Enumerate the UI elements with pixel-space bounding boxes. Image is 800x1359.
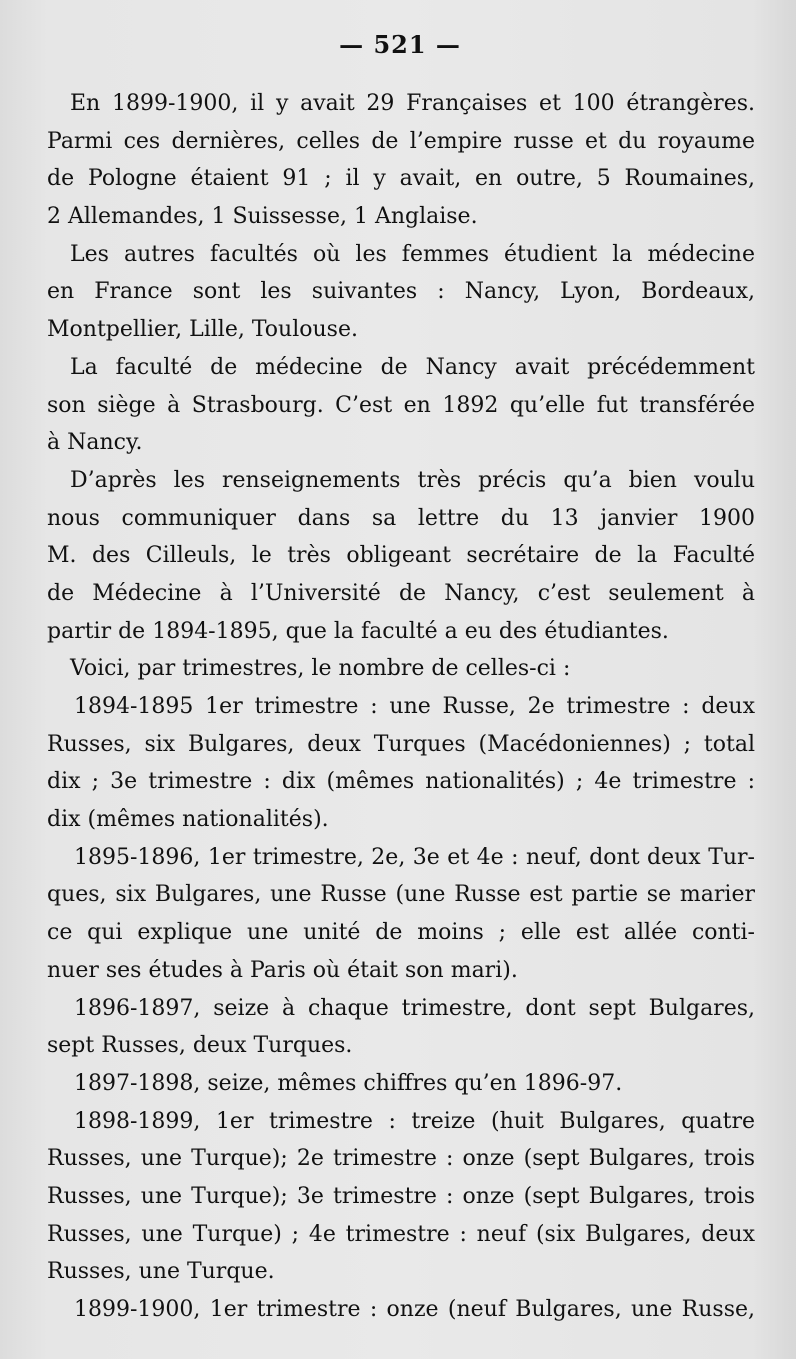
text-line: Russes, une Turque. — [47, 1259, 275, 1285]
text-line: partir de 1894-1895, que la faculté a eu des étudiantes. — [47, 618, 669, 644]
text-line: M. des Cilleuls, le très obligeant secrétaire de la Faculté — [47, 543, 755, 569]
text-line: son siège à Strasbourg. C’est en 1892 qu’elle fut transférée — [47, 392, 755, 418]
text-line: à Nancy. — [47, 430, 143, 456]
text-line: de Médecine à l’Université de Nancy, c’est seulement à — [47, 580, 755, 606]
text-line: ce qui explique une unité de moins ; elle est allée conti- — [47, 920, 755, 946]
text-line: 1898-1899, 1er trimestre : treize (huit Bulgares, quatre — [74, 1108, 755, 1134]
text-line: 1895-1896, 1er trimestre, 2e, 3e et 4e : neuf, dont deux Tur- — [74, 844, 755, 870]
text-line: Russes, une Turque); 2e trimestre : onze (sept Bulgares, trois — [47, 1146, 755, 1172]
page-body — [47, 85, 755, 1329]
text-line: de Pologne étaient 91 ; il y avait, en outre, 5 Roumaines, — [47, 166, 755, 192]
text-line: en France sont les suivantes : Nancy, Lyon, Bordeaux, — [47, 279, 755, 305]
text-line: En 1899-1900, il y avait 29 Françaises et 100 étrangères. — [70, 91, 755, 116]
text-line: 2 Allemandes, 1 Suissesse, 1 Anglaise. — [47, 204, 478, 230]
page-edge — [796, 0, 800, 1359]
text-line: Les autres facultés où les femmes étudient la médecine — [70, 241, 755, 267]
text-line: Parmi ces dernières, celles de l’empire russe et du royaume — [47, 128, 755, 154]
text-line: sept Russes, deux Turques. — [47, 1033, 353, 1059]
text-line: 1896-1897, seize à chaque trimestre, dont sept Bulgares, — [74, 995, 755, 1021]
text-line: dix (mêmes nationalités). — [47, 807, 329, 833]
page-number: — 521 — — [339, 30, 461, 59]
text-line: 1899-1900, 1er trimestre : onze (neuf Bulgares, une Russe, — [74, 1297, 755, 1322]
text-line: 1897-1898, seize, mêmes chiffres qu’en 1896-97. — [74, 1070, 623, 1096]
text-line: nuer ses études à Paris où était son mari). — [47, 957, 518, 983]
text-line: Russes, une Turque) ; 4e trimestre : neuf (six Bulgares, deux — [47, 1221, 755, 1247]
text-line: La faculté de médecine de Nancy avait précédemment — [70, 354, 755, 380]
text-line: D’après les renseignements très précis qu’a bien voulu — [70, 467, 755, 493]
text-line: dix ; 3e trimestre : dix (mêmes nationalités) ; 4e trimestre : — [47, 769, 755, 795]
text-line: Montpellier, Lille, Toulouse. — [47, 317, 358, 343]
text-line: Russes, une Turque); 3e trimestre : onze (sept Bulgares, trois — [47, 1183, 755, 1209]
text-line: Voici, par trimestres, le nombre de celles-ci : — [70, 656, 571, 682]
text-line: ques, six Bulgares, une Russe (une Russe est partie se marier — [47, 882, 755, 908]
text-line: Russes, six Bulgares, deux Turques (Macédoniennes) ; total — [47, 731, 755, 757]
text-line: 1894-1895 1er trimestre : une Russe, 2e trimestre : deux — [74, 694, 755, 719]
text-line: nous communiquer dans sa lettre du 13 janvier 1900 — [47, 505, 755, 531]
